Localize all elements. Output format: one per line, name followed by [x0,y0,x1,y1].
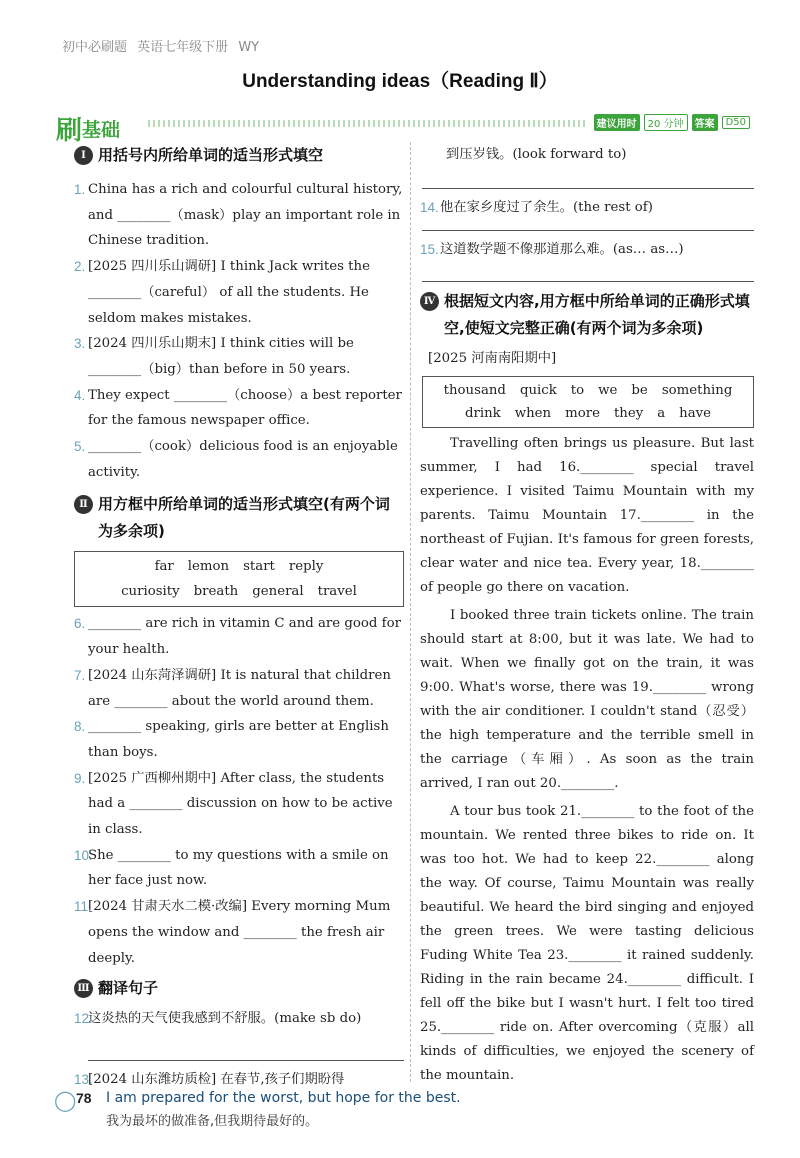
answer-line[interactable] [422,168,754,189]
question-text: [2025 广西柳州期中] After class, the students had a ________ discussion on how to be active in class. [88,770,393,838]
question-continued: 到压岁钱。(look forward to) [446,147,627,162]
question-text: 他在家乡度过了余生。(the rest of) [440,199,653,215]
question-text: ________ are rich in vitamin C and are good for your health. [88,616,401,658]
word: thousand [443,383,506,399]
question-text: [2024 山东潍坊质检] 在春节,孩子们期盼得 [88,1071,345,1087]
answer-line[interactable] [422,220,754,231]
question [74,254,404,331]
question-text: ________ speaking, girls are better at English than boys. [88,719,389,760]
word: when [514,406,552,422]
section-2-heading [74,491,404,545]
question-text: [2025 四川乐山调研] I think Jack writes the ________（careful） of all the students. He seldom makes mistakes. [88,259,370,326]
answer-line[interactable] [88,1032,404,1061]
question-number: 2. [74,259,86,275]
section-number: Ⅲ [74,979,93,998]
word: a [657,406,666,422]
question-number: 10. [74,847,93,863]
question [420,195,754,221]
word: breath [193,584,239,600]
running-header [62,36,265,55]
question [74,383,404,434]
word: we [598,383,618,399]
question-text: 这道数学题不像那道那么难。(as… as…) [440,242,684,258]
question [420,237,754,263]
word: start [243,559,275,575]
question [74,663,404,714]
word: general [252,584,304,600]
band-decoration [148,120,588,127]
question [74,434,404,485]
time-value: 20 分钟 [644,114,688,131]
motto-english: I am prepared for the worst, but hope for the best. [106,1090,461,1106]
word: have [679,406,712,422]
word: more [565,406,600,422]
answer-tag: 答案 [692,114,718,131]
word: reply [288,559,324,575]
question-number: 5. [74,439,86,455]
question-text: ________（cook）delicious food is an enjoyable activity. [88,439,398,480]
question-text: [2024 甘肃天水二模·改编] Every morning Mum opens the window and ________ the fresh air deeply. [88,899,391,966]
section-title: 用括号内所给单词的适当形式填空 [98,146,324,164]
passage-paragraph: I booked three train tickets online. The train should start at 8:00, but it was late. We had to wait. When we finally got on the train, it was 9:00. What's worse, there was 19.________ wrong with the air conditioner. I couldn't stand（忍受）the high temperature and the terrible smell in the carriage（车厢）. As soon as the train arrived, I ran out 20.________. [420,608,754,792]
question-text: 这炎热的天气使我感到不舒服。(make sb do) [88,1011,362,1027]
word: curiosity [121,584,180,600]
section-number: Ⅳ [420,292,439,311]
word: to [570,383,585,399]
question [74,714,404,765]
subject-name: 英语七年级下册 [137,40,229,55]
question [74,331,404,382]
word: something [661,383,733,399]
question-number: 15. [420,242,439,258]
page-title: Understanding ideas（Reading Ⅱ） [242,71,558,92]
question-text: [2024 四川乐山期末] I think cities will be ________（big）than before in 50 years. [88,336,354,377]
question-number: 6. [74,616,86,632]
section-band [56,108,752,146]
word: quick [519,383,557,399]
source-tag: [2025 河南南阳期中] [428,351,557,367]
word-box [74,551,404,607]
shua-logo: 刷 [56,116,83,146]
section-number: Ⅱ [74,495,93,514]
section-3-heading [74,975,404,1002]
question-number: 3. [74,336,86,352]
word: far [154,559,174,575]
right-column [420,142,754,1088]
time-tag: 建议用时 [594,114,640,131]
section-title: 根据短文内容,用方框中所给单词的正确形式填空,使短文完整正确(有两个词为多余项) [444,292,750,338]
question-number: 1. [74,182,86,197]
section-title: 用方框中所给单词的适当形式填空(有两个词为多余项) [98,495,390,541]
question-number: 13. [74,1071,93,1087]
question [74,843,404,894]
word-row [427,379,749,402]
column-divider [410,142,411,1082]
word-row [79,579,399,604]
question-number: 11. [74,899,92,915]
section-title: 翻译句子 [98,979,159,998]
band-info [594,114,750,131]
word: be [631,383,648,399]
question-number: 7. [74,667,86,683]
book-name: 初中必刷题 [62,40,128,55]
page-footer [54,1086,754,1130]
word: travel [317,584,357,600]
word-box [422,376,754,428]
question-number: 12. [74,1011,93,1027]
page-number: 78 [76,1090,92,1106]
question [74,894,404,971]
section-number: Ⅰ [74,146,93,165]
question-number: 8. [74,719,86,735]
section-1-heading [74,142,404,169]
question-number: 4. [74,387,86,403]
lightbulb-icon: ◯ [54,1088,77,1112]
question [74,611,404,662]
band-title: 基础 [82,119,121,141]
question [74,766,404,843]
question-text: She ________ to my questions with a smile on her face just now. [88,847,389,889]
word-row [79,554,399,579]
question-text: China has a rich and colourful cultural history, and ________（mask）play an important role in Chinese tradition. [88,182,403,249]
section-4-heading [420,288,754,342]
motto-chinese: 我为最坏的做准备,但我期待最好的。 [106,1114,319,1129]
answer-line[interactable] [422,263,754,282]
word: drink [464,406,501,422]
question-text: They expect ________（choose）a best reporter for the famous newspaper office. [88,387,402,429]
left-column [74,142,404,1093]
question-number: 9. [74,770,86,786]
edition: WY [238,40,260,55]
question-text: [2024 山东菏泽调研] It is natural that children are ________ about the world around them. [88,667,391,709]
answer-page: D50 [722,116,750,129]
word: lemon [187,559,230,575]
passage-paragraph: Travelling often brings us pleasure. But last summer, I had 16.________ special travel experience. I visited Taimu Mountain with my parents. Taimu Mountain 17.________ in the northeast of Fujian. It's famous for green forests, clear water and nice tea. Every year, 18.________ of people go there on vacation. [420,436,754,596]
passage-paragraph: A tour bus took 21.________ to the foot of the mountain. We rented three bikes to ride on. It was too hot. We had to keep 22.________ along the way. Of course, Taimu Mountain was really beautiful. We heard the bird singing and enjoyed the green trees. We were tasting delicious Fuding White Tea 23.________ it rained suddenly. Riding in the rain became 24.________ difficult. I fell off the bike but I wasn't hurt. I felt too tired 25.________ ride on. After overcoming（克服）all kinds of difficulties, we enjoyed the scenery of the mountain. [420,804,754,1084]
question-number: 14. [420,199,439,215]
question [74,1006,404,1032]
word-row [427,402,749,425]
word: they [613,406,644,422]
question [74,177,404,254]
